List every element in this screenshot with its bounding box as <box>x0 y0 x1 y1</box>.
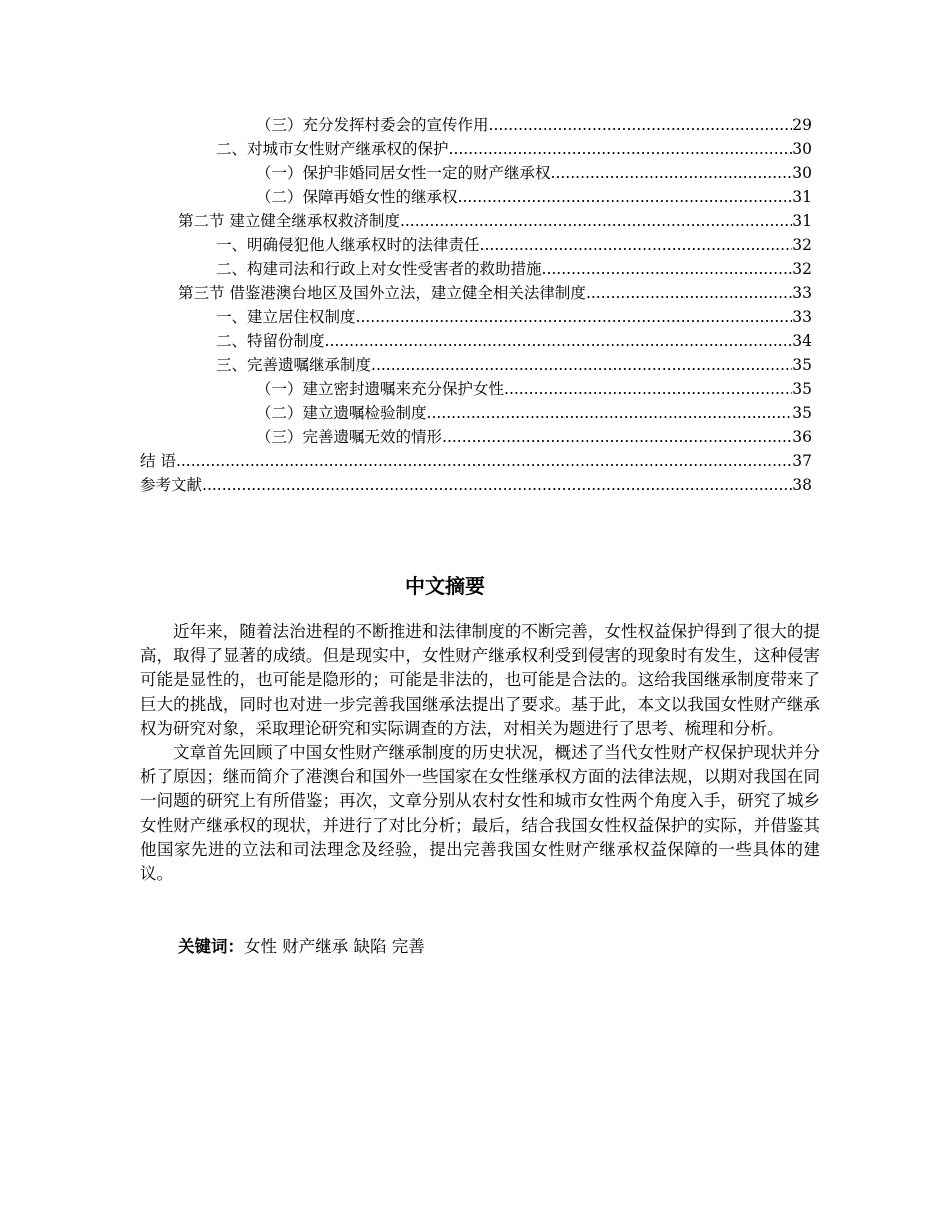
toc-entry-label: 二、特留份制度 <box>216 332 325 350</box>
abstract-body <box>140 620 820 886</box>
toc-leader-dots <box>442 425 792 449</box>
toc-entry[interactable] <box>140 137 812 161</box>
toc-leader-dots <box>449 137 793 161</box>
toc-leader-dots <box>542 257 793 281</box>
toc-leader-dots <box>489 113 793 137</box>
abstract-paragraph-1: 近年来，随着法治进程的不断推进和法律制度的不断完善，女性权益保护得到了很大的提高，取得了显著的成绩。但是现实中，女性财产继承权利受到侵害的现象时有发生，这种侵害可能是显性的，也可能是隐形的；可能是非法的，也可能是合法的。这给我国继承制度带来了巨大的挑战，同时也对进一步完善我国继承法提出了要求。基于此，本文以我国女性财产继承权为研究对象，采取理论研究和实际调查的方法，对相关为题进行了思考、梳理和分析。 <box>140 622 820 738</box>
toc-entry-label: 结 语 <box>140 452 176 470</box>
keywords-label: 关键词： <box>178 937 244 956</box>
toc-entry-page-number: 33 <box>792 308 812 326</box>
toc-entry[interactable] <box>140 329 812 353</box>
keywords-line <box>178 935 425 959</box>
toc-entry-page-number: 30 <box>792 164 812 182</box>
toc-entry-label: 第三节 借鉴港澳台地区及国外立法，建立健全相关法律制度 <box>178 284 586 302</box>
toc-entry[interactable] <box>140 257 812 281</box>
toc-entry[interactable] <box>140 233 812 257</box>
toc-leader-dots <box>551 161 793 185</box>
toc-leader-dots <box>458 185 793 209</box>
abstract-title: 中文摘要 <box>405 574 485 598</box>
toc-entry[interactable] <box>140 401 812 425</box>
toc-leader-dots <box>325 329 793 353</box>
toc-entry-page-number: 31 <box>792 188 812 206</box>
toc-entry-page-number: 36 <box>792 428 812 446</box>
toc-entry[interactable] <box>140 113 812 137</box>
toc-leader-dots <box>427 401 793 425</box>
toc-entry-page-number: 32 <box>792 236 812 254</box>
toc-entry[interactable] <box>140 305 812 329</box>
toc-entry-label: （二）建立遗嘱检验制度 <box>256 404 427 422</box>
toc-entry-label: 二、构建司法和行政上对女性受害者的救助措施 <box>216 260 542 278</box>
toc-entry[interactable] <box>140 161 812 185</box>
toc-entry-label: （二）保障再婚女性的继承权 <box>256 188 458 206</box>
toc-leader-dots <box>356 305 793 329</box>
toc-entry-label: 二、对城市女性财产继承权的保护 <box>216 140 449 158</box>
toc-entry-page-number: 30 <box>792 140 812 158</box>
toc-entry-label: 第二节 建立健全继承权救济制度 <box>178 212 400 230</box>
toc-entry[interactable] <box>140 377 812 401</box>
toc-entry-page-number: 35 <box>792 404 812 422</box>
toc-entry-page-number: 37 <box>792 452 812 470</box>
keywords-values: 女性 财产继承 缺陷 完善 <box>244 937 425 956</box>
toc-entry-page-number: 34 <box>792 332 812 350</box>
toc-leader-dots <box>480 233 793 257</box>
toc-entry[interactable] <box>140 185 812 209</box>
toc-leader-dots <box>202 473 792 497</box>
toc-entry-label: 三、完善遗嘱继承制度 <box>216 356 372 374</box>
toc-entry[interactable] <box>140 473 812 497</box>
toc-entry-page-number: 32 <box>792 260 812 278</box>
toc-entry-label: 一、明确侵犯他人继承权时的法律责任 <box>216 236 480 254</box>
toc-entry-label: 参考文献 <box>140 476 203 494</box>
toc-entry-label: （一）保护非婚同居女性一定的财产继承权 <box>256 164 551 182</box>
toc-leader-dots <box>586 281 792 305</box>
toc-entry-page-number: 35 <box>792 356 812 374</box>
toc-entry[interactable] <box>140 425 812 449</box>
toc-entry[interactable] <box>140 281 812 305</box>
toc-leader-dots <box>176 449 792 473</box>
abstract-paragraph-2: 文章首先回顾了中国女性财产继承制度的历史状况，概述了当代女性财产权保护现状并分析了原因；继而简介了港澳台和国外一些国家在女性继承权方面的法律法规，以期对我国在同一问题的研究上有所借鉴；再次，文章分别从农村女性和城市女性两个角度入手，研究了城乡女性财产继承权的现状，并进行了对比分析；最后，结合我国女性权益保护的实际，并借鉴其他国家先进的立法和司法理念及经验，提出完善我国女性财产继承权益保障的一些具体的建议。 <box>140 743 820 884</box>
toc-entry-page-number: 29 <box>792 116 812 134</box>
toc-leader-dots <box>400 209 792 233</box>
toc-entry[interactable] <box>140 209 812 233</box>
toc-entry-page-number: 33 <box>792 284 812 302</box>
toc-entry-page-number: 38 <box>792 476 812 494</box>
toc-entry-page-number: 35 <box>792 380 812 398</box>
toc-entry[interactable] <box>140 449 812 473</box>
toc-entry-page-number: 31 <box>792 212 812 230</box>
toc-leader-dots <box>504 377 792 401</box>
toc-entry-label: （三）完善遗嘱无效的情形 <box>256 428 443 446</box>
toc-leader-dots <box>371 353 792 377</box>
toc-entry-label: 一、建立居住权制度 <box>216 308 356 326</box>
table-of-contents <box>140 113 812 497</box>
toc-entry[interactable] <box>140 353 812 377</box>
toc-entry-label: （一）建立密封遗嘱来充分保护女性 <box>256 380 505 398</box>
toc-entry-label: （三）充分发挥村委会的宣传作用 <box>256 116 489 134</box>
